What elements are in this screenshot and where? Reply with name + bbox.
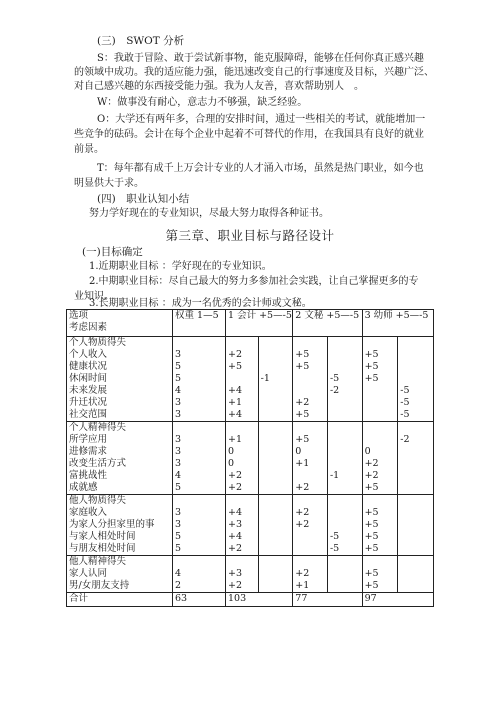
option-3-positive-value: +5 [364, 580, 379, 591]
weight-value: 5 [175, 543, 182, 554]
option-2-negative-value [330, 568, 360, 580]
option-1-positive-value: +4 [228, 409, 243, 420]
option-1-negative-value [261, 543, 291, 555]
factor-value: 与朋友相处时间 [69, 543, 136, 554]
group-weight-cell [173, 422, 226, 495]
option-1-positive-value [228, 422, 256, 434]
option-3-positive-value [365, 422, 396, 434]
option-1-negative-value [261, 568, 291, 580]
factor-value: 所学应用 [69, 434, 108, 445]
factor-value: 未来发展 [69, 385, 108, 396]
option-1-positive-value [228, 495, 256, 507]
group-option-1-negative-cell [258, 337, 293, 422]
option-2-positive-value: +5 [295, 349, 310, 360]
factor-value: 休闲时间 [69, 373, 108, 384]
option-3-negative-value [400, 495, 431, 507]
option-3-negative-value: -5 [400, 397, 410, 408]
option-1-positive-value: +1 [228, 397, 243, 408]
option-3-positive-value: +5 [364, 349, 379, 360]
option-3-negative-value [400, 482, 431, 494]
total-option-2: 77 [293, 593, 362, 607]
option-3-negative-value [400, 337, 431, 349]
weight-value: 4 [175, 568, 182, 579]
weight-value: 5 [175, 373, 182, 384]
factor-value: 个人收入 [69, 349, 108, 360]
total-option-3: 97 [362, 593, 433, 607]
group-option-3-positive-cell [362, 495, 398, 556]
summary-heading: (四) 职业认知小结 [97, 193, 190, 205]
option-1-negative-value [261, 446, 291, 458]
option-1-positive-value: +2 [228, 349, 243, 360]
option-2-positive-value [295, 470, 325, 482]
group-option-1-negative-cell [258, 422, 293, 495]
option-1-positive-value: +3 [228, 519, 243, 530]
option-1-positive-value: 0 [228, 458, 235, 469]
option-2-negative-value [330, 519, 360, 531]
group-option-1-positive-cell [226, 337, 259, 422]
group-option-2-negative-cell [327, 337, 362, 422]
option-3-negative-value [400, 446, 431, 458]
factor-value: 升迁状况 [69, 397, 108, 408]
table-header-row [67, 310, 434, 337]
weight-value: 3 [175, 397, 182, 408]
option-3-positive-value: +5 [364, 519, 379, 530]
group-option-2-positive-cell [293, 337, 328, 422]
option-2-positive-value: +5 [295, 409, 310, 420]
weight-value [175, 422, 223, 434]
option-2-positive-value: +2 [295, 507, 310, 518]
factor-value: 社交范围 [69, 409, 108, 420]
factor-value: 家庭收入 [69, 507, 108, 518]
factor-value: 健康状况 [69, 361, 108, 372]
group-option-3-positive-cell [362, 337, 398, 422]
option-1-negative-value [261, 349, 291, 361]
group-option-3-negative-cell [398, 556, 434, 593]
swot-s-line-1: S：我敢于冒险、敢于尝试新事物，能克服障碍，能够在任何你真正感兴趣 [97, 53, 424, 64]
option-3-negative-value [400, 458, 431, 470]
factor-value: 个人物质得失 [69, 337, 127, 348]
option-2-positive-value: +1 [295, 580, 310, 591]
option-1-positive-value: +3 [228, 568, 243, 579]
option-2-positive-value: +5 [295, 434, 310, 445]
option-1-negative-value [261, 409, 291, 421]
chapter-title: 第三章、职业目标与路径设计 [165, 228, 335, 243]
group-option-2-positive-cell [293, 422, 328, 495]
weight-value: 5 [175, 361, 182, 372]
header-option-1: 1 会计 +5—-5 [226, 310, 293, 337]
option-2-positive-value [295, 556, 325, 568]
option-3-negative-value [400, 361, 431, 373]
swot-s-line-2: 的领域中成功。我的适应能力强，能迅速改变自己的行事速度及目标，兴趣广泛、 [74, 67, 434, 78]
option-1-negative-value [261, 337, 291, 349]
option-1-negative-value: -1 [260, 373, 270, 384]
table-group-row [67, 337, 434, 422]
option-2-negative-value: -5 [329, 543, 340, 554]
option-1-positive-value: +2 [228, 482, 243, 493]
option-1-positive-value: +4 [228, 531, 243, 542]
group-option-2-negative-cell [327, 495, 362, 556]
header-weight: 权重 1—5 [173, 310, 226, 337]
group-weight-cell [173, 337, 226, 422]
total-label: 合计 [67, 593, 173, 607]
option-2-positive-value: +2 [295, 397, 310, 408]
swot-heading: (三) SWOT 分析 [97, 35, 185, 47]
option-2-negative-value [330, 507, 360, 519]
group-option-1-positive-cell [226, 495, 259, 556]
group-option-2-negative-cell [327, 422, 362, 495]
option-2-negative-value [330, 482, 360, 494]
option-1-negative-value [261, 507, 291, 519]
factor-value: 男/女朋友支持 [69, 580, 130, 591]
option-1-negative-value [261, 458, 291, 470]
option-2-negative-value: -5 [329, 373, 340, 384]
option-3-negative-value [400, 470, 431, 482]
weight-value: 2 [175, 580, 182, 591]
weight-value: 3 [175, 519, 182, 530]
option-1-negative-value [261, 397, 291, 409]
goal-long-term: 3.长期职业目标 ：成为一名优秀的会计师或文秘。 [89, 298, 312, 309]
table-group-row [67, 556, 434, 593]
group-option-1-negative-cell [258, 495, 293, 556]
option-2-negative-value [330, 422, 360, 434]
option-1-negative-value [261, 422, 291, 434]
factor-value: 家人认同 [69, 568, 108, 579]
option-1-positive-value: +2 [228, 470, 243, 481]
goals-heading: (一)目标确定 [82, 246, 143, 258]
option-3-negative-value [400, 531, 431, 543]
factor-value: 为家人分担家里的事 [69, 519, 155, 530]
weight-value [175, 556, 223, 568]
option-3-negative-value: -5 [400, 385, 410, 396]
option-2-negative-value [330, 446, 360, 458]
group-option-1-negative-cell [258, 556, 293, 593]
option-3-negative-value: -2 [400, 434, 410, 445]
option-1-positive-value: +4 [228, 507, 243, 518]
factor-value: 成就感 [69, 482, 98, 493]
option-2-negative-value [330, 349, 360, 361]
option-2-positive-value: +2 [295, 482, 310, 493]
group-factor-cell [67, 422, 173, 495]
option-3-positive-value: 0 [364, 446, 371, 457]
option-1-positive-value [228, 337, 256, 349]
option-3-positive-value [365, 385, 396, 397]
option-2-negative-value [330, 556, 360, 568]
option-2-positive-value [295, 495, 325, 507]
decision-matrix-table [66, 309, 434, 607]
option-1-positive-value: 0 [228, 446, 235, 457]
option-2-positive-value [295, 337, 325, 349]
option-2-positive-value: +1 [295, 458, 310, 469]
goal-mid-term-line-2: 业知识。 [74, 291, 114, 302]
weight-value: 3 [175, 409, 182, 420]
factor-value: 他人精神得失 [69, 556, 127, 567]
group-option-3-negative-cell [398, 495, 434, 556]
factor-value: 进修需求 [69, 446, 108, 457]
group-factor-cell [67, 556, 173, 593]
option-1-negative-value [261, 531, 291, 543]
option-2-negative-value [330, 337, 360, 349]
group-option-2-positive-cell [293, 495, 328, 556]
option-3-positive-value: +5 [364, 361, 379, 372]
option-2-positive-value: 0 [295, 446, 302, 457]
option-1-negative-value [261, 385, 291, 397]
group-factor-cell [67, 495, 173, 556]
option-3-positive-value: +5 [364, 568, 379, 579]
header-option-label: 选项 [69, 310, 89, 321]
option-3-positive-value: +5 [364, 543, 379, 554]
option-1-positive-value [228, 373, 256, 385]
option-3-positive-value [365, 337, 396, 349]
option-2-negative-value: -2 [329, 385, 340, 396]
option-1-negative-value [261, 470, 291, 482]
option-1-positive-value: +1 [228, 434, 243, 445]
option-3-positive-value: +2 [364, 470, 379, 481]
option-3-negative-value: -5 [400, 409, 410, 420]
option-2-positive-value: +2 [295, 568, 310, 579]
option-3-negative-value [400, 543, 431, 555]
option-2-positive-value: +5 [295, 361, 310, 372]
weight-value: 3 [175, 434, 182, 445]
option-2-positive-value [295, 543, 325, 555]
option-3-negative-value [400, 519, 431, 531]
goal-short-term: 1.近期职业目标 ：学好现在的专业知识。 [89, 261, 272, 272]
weight-value [175, 337, 223, 349]
swot-o-line-3: 前景。 [74, 144, 104, 155]
option-2-negative-value [330, 434, 360, 446]
option-3-positive-value: +5 [364, 507, 379, 518]
option-2-negative-value: -1 [329, 470, 340, 481]
header-option-cell [67, 310, 173, 337]
factor-value: 他人物质得失 [69, 495, 127, 506]
option-2-negative-value [330, 409, 360, 421]
option-3-negative-value [400, 568, 431, 580]
option-3-negative-value [400, 580, 431, 592]
option-2-positive-value [295, 422, 325, 434]
weight-value: 3 [175, 507, 182, 518]
group-option-1-positive-cell [226, 556, 259, 593]
swot-o-line-2: 些竞争的砝码。会计在每个企业中起着不可替代的作用，在我国具有良好的就业 [74, 129, 424, 140]
weight-value [175, 495, 223, 507]
option-3-positive-value [365, 495, 396, 507]
summary-text: 努力学好现在的专业知识，尽最大努力取得各种证书。 [89, 208, 329, 219]
option-1-positive-value: +2 [228, 580, 243, 591]
option-3-positive-value [365, 409, 396, 421]
group-option-2-positive-cell [293, 556, 328, 593]
factor-value: 富挑战性 [69, 470, 108, 481]
weight-value: 5 [175, 531, 182, 542]
table-group-row [67, 422, 434, 495]
option-3-negative-value [400, 556, 431, 568]
option-3-positive-value [365, 397, 396, 409]
table-group-row [67, 495, 434, 556]
swot-w-line: W：做事没有耐心，意志力不够强，缺乏经验。 [97, 97, 308, 108]
option-3-positive-value: +5 [364, 482, 379, 493]
group-option-2-negative-cell [327, 556, 362, 593]
option-1-negative-value [261, 482, 291, 494]
option-2-negative-value [330, 580, 360, 592]
swot-s-line-3: 对自己感兴趣的东西接受能力强。我为人友善，喜欢帮助别人 。 [74, 81, 364, 92]
weight-value: 5 [175, 482, 182, 493]
option-3-positive-value: +2 [364, 458, 379, 469]
option-1-positive-value: +5 [228, 361, 243, 372]
factor-value: 个人精神得失 [69, 422, 127, 433]
weight-value: 3 [175, 446, 182, 457]
option-1-positive-value [228, 556, 256, 568]
option-2-negative-value [330, 458, 360, 470]
option-3-negative-value [400, 373, 431, 385]
total-option-1: 103 [226, 593, 293, 607]
group-option-3-negative-cell [398, 337, 434, 422]
option-1-negative-value [261, 580, 291, 592]
option-3-positive-value [365, 556, 396, 568]
total-weight: 63 [173, 593, 226, 607]
weight-value: 4 [175, 385, 182, 396]
group-weight-cell [173, 556, 226, 593]
header-option-2: 2 文秘 +5—-5 [293, 310, 362, 337]
option-1-negative-value [261, 556, 291, 568]
group-option-3-negative-cell [398, 422, 434, 495]
factor-value: 改变生活方式 [69, 458, 127, 469]
weight-value: 3 [175, 458, 182, 469]
group-option-1-positive-cell [226, 422, 259, 495]
group-option-3-positive-cell [362, 422, 398, 495]
swot-t-line-2: 明显供大于求。 [74, 178, 144, 189]
group-weight-cell [173, 495, 226, 556]
weight-value: 4 [175, 470, 182, 481]
option-2-negative-value [330, 495, 360, 507]
header-factors-label: 考虑因素 [69, 322, 108, 333]
option-2-negative-value: -5 [329, 531, 340, 542]
group-factor-cell [67, 337, 173, 422]
goal-mid-term-line-1: 2.中期职业目标：尽自己最大的努力多参加社会实践，让自己掌握更多的专 [89, 276, 419, 287]
option-2-positive-value [295, 373, 325, 385]
option-2-negative-value [330, 397, 360, 409]
group-option-3-positive-cell [362, 556, 398, 593]
option-3-negative-value [400, 507, 431, 519]
option-2-negative-value [330, 361, 360, 373]
weight-value: 3 [175, 349, 182, 360]
option-1-negative-value [261, 495, 291, 507]
option-1-negative-value [261, 519, 291, 531]
option-3-positive-value: +5 [364, 373, 379, 384]
swot-t-line-1: T：每年都有成千上万会计专业的人才涌入市场，虽然是热门职业，如今也 [97, 163, 424, 174]
option-2-positive-value [295, 531, 325, 543]
option-1-negative-value [261, 361, 291, 373]
factor-value: 与家人相处时间 [69, 531, 136, 542]
option-1-negative-value [261, 434, 291, 446]
option-1-positive-value: +4 [228, 385, 243, 396]
option-1-positive-value: +2 [228, 543, 243, 554]
table-groups [67, 337, 434, 593]
header-option-3: 3 幼师 +5—-5 [362, 310, 433, 337]
table-total-row [67, 593, 434, 607]
option-2-positive-value: +2 [295, 519, 310, 530]
option-2-positive-value [295, 385, 325, 397]
swot-o-line-1: O：大学还有两年多，合理的安排时间，通过一些相关的考试，就能增加一 [97, 114, 426, 125]
option-3-negative-value [400, 349, 431, 361]
option-3-positive-value [365, 434, 396, 446]
option-3-positive-value: +5 [364, 531, 379, 542]
option-3-negative-value [400, 422, 431, 434]
